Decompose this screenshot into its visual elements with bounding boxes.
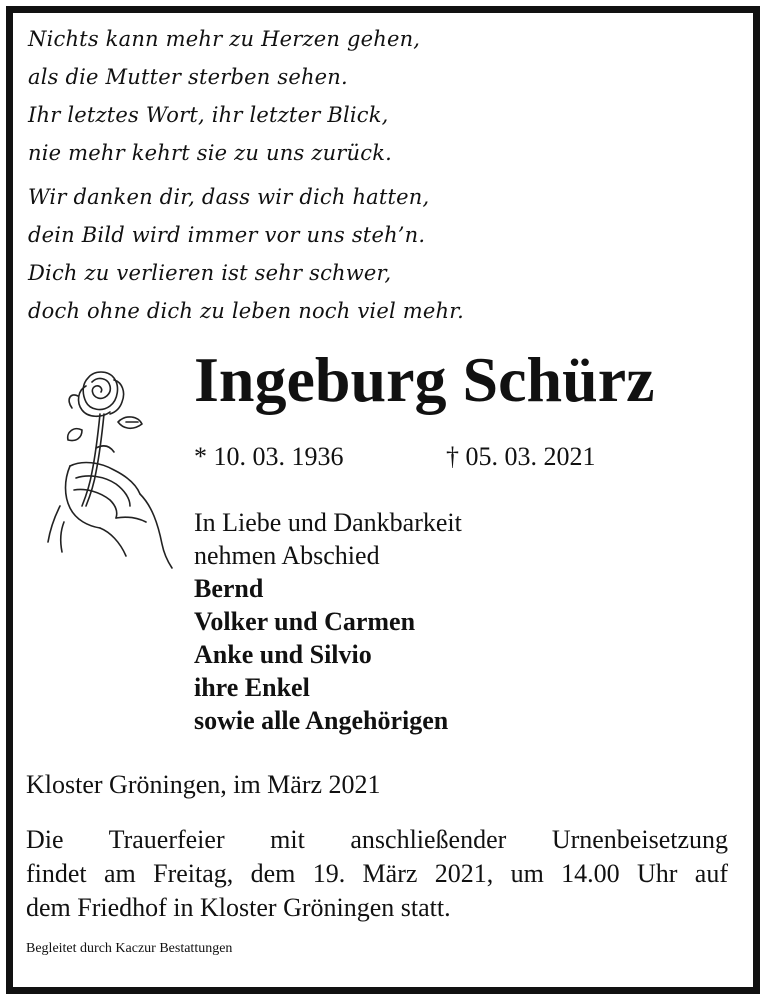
mourners-intro-line: nehmen Abschied: [194, 541, 380, 570]
birth-date: * 10. 03. 1936: [194, 442, 344, 471]
mourner-name: ihre Enkel: [194, 673, 310, 702]
funeral-line: findet am Freitag, dem 19. März 2021, um 14.00 Uhr auf: [26, 859, 728, 888]
mourner-name: sowie alle Angehörigen: [194, 706, 449, 735]
poem-line: Nichts kann mehr zu Herzen gehen,: [28, 27, 421, 51]
poem-stanza-2: [28, 178, 464, 330]
funeral-home-credit: Begleitet durch Kaczur Bestattungen: [26, 941, 233, 956]
poem-line: dein Bild wird immer vor uns steh’n.: [28, 223, 426, 247]
poem-line: Ihr letztes Wort, ihr letzter Blick,: [28, 103, 389, 127]
rose-in-hand-icon: [30, 356, 186, 572]
poem-line: Wir danken dir, dass wir dich hatten,: [28, 185, 430, 209]
deceased-name: Ingeburg Schürz: [194, 344, 655, 415]
poem-line: doch ohne dich zu leben noch viel mehr.: [28, 299, 465, 323]
place-date: Kloster Gröningen, im März 2021: [26, 770, 381, 799]
mourner-name: Anke und Silvio: [194, 640, 372, 669]
funeral-notice: [26, 823, 728, 925]
poem-line: als die Mutter sterben sehen.: [28, 65, 348, 89]
mourner-name: Bernd: [194, 574, 264, 603]
mourner-name: Volker und Carmen: [194, 607, 416, 636]
poem-line: nie mehr kehrt sie zu uns zurück.: [28, 141, 393, 165]
mourners-intro-line: In Liebe und Dankbarkeit: [194, 508, 462, 537]
poem-stanza-1: [28, 20, 420, 172]
funeral-line: dem Friedhof in Kloster Gröningen statt.: [26, 893, 451, 922]
death-date: † 05. 03. 2021: [446, 442, 596, 471]
funeral-line: Die Trauerfeier mit anschließender Urnenbeisetzung: [26, 825, 728, 854]
poem-line: Dich zu verlieren ist sehr schwer,: [28, 261, 392, 285]
mourners-block: [194, 506, 462, 737]
